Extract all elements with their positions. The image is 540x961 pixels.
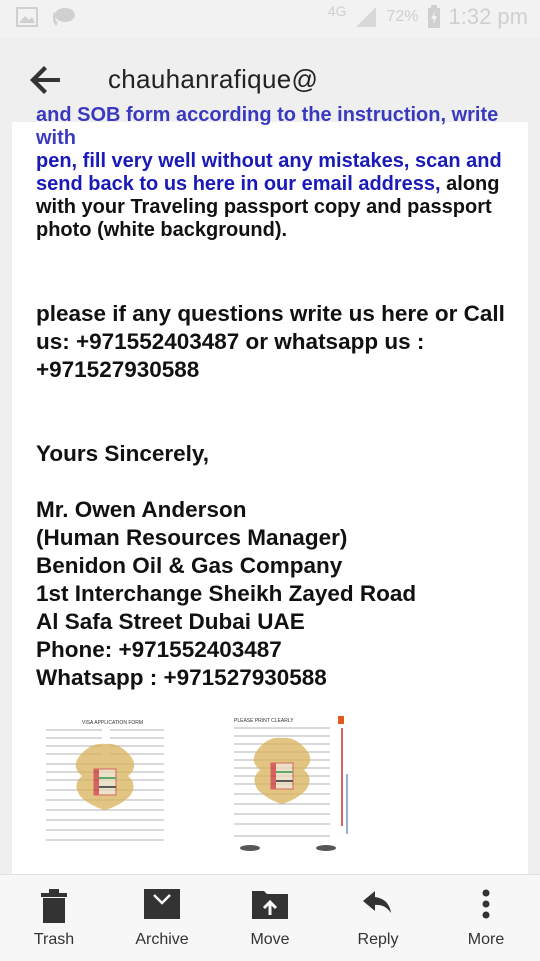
bottom-action-bar	[0, 874, 540, 961]
status-bar	[0, 0, 540, 38]
clock: 1:32 pm	[448, 4, 528, 29]
instruction-blue-text: pen, fill very well without any mistakes, scan and send back to us here in our email address,	[36, 150, 502, 195]
signal-icon	[354, 5, 378, 29]
trash-label: Trash	[33, 931, 75, 948]
document-thumbnail-image	[42, 714, 168, 852]
move-button[interactable]	[216, 875, 324, 961]
partial-instruction-line: and SOB form according to the instruction, write with	[36, 104, 499, 149]
signature-address-line2: Al Safa Street Dubai UAE	[36, 609, 305, 634]
more-vert-icon	[481, 889, 491, 919]
more-label: More	[467, 931, 505, 948]
archive-label: Archive	[135, 931, 189, 948]
questions-paragraph: please if any questions write us here or Call us: +971552403487 or whatsapp us : +971527930588	[36, 301, 505, 382]
back-button[interactable]	[26, 60, 66, 100]
arrow-back-icon	[26, 60, 66, 100]
more-button[interactable]	[432, 875, 540, 961]
reply-label: Reply	[357, 931, 399, 948]
attachment-title: PLEASE PRINT CLEARLY	[234, 718, 294, 724]
email-text	[36, 104, 516, 692]
page-title: chauhanrafique@	[108, 64, 319, 94]
trash-icon	[39, 889, 69, 923]
closing-line: Yours Sincerely,	[36, 441, 209, 466]
chat-notification-icon	[50, 6, 76, 28]
reply-icon	[363, 889, 393, 915]
notification-icons	[16, 6, 76, 28]
signature-block	[36, 496, 516, 692]
archive-icon	[144, 889, 180, 919]
archive-button[interactable]	[108, 875, 216, 961]
signature-address-line1: 1st Interchange Sheikh Zayed Road	[36, 581, 417, 606]
trash-button[interactable]	[0, 875, 108, 961]
attachment-title: VISA APPLICATION FORM	[82, 720, 144, 726]
signature-phone: Phone: +971552403487	[36, 637, 282, 662]
signature-position: (Human Resources Manager)	[36, 525, 348, 550]
network-type: 4G	[327, 3, 347, 19]
attachment-thumbnail-visa-form[interactable]	[42, 714, 168, 852]
image-notification-icon	[16, 7, 38, 27]
signature-company: Benidon Oil & Gas Company	[36, 553, 343, 578]
move-icon	[252, 889, 288, 919]
instruction-paragraph	[36, 150, 516, 242]
signature-name: Mr. Owen Anderson	[36, 497, 247, 522]
attachment-thumbnail-print-form[interactable]	[230, 714, 356, 852]
battery-percent: 72%	[386, 8, 419, 25]
document-thumbnail-image	[230, 714, 356, 852]
instruction-rest-text: along with your Traveling passport copy and passport photo (white background).	[36, 173, 500, 241]
attachments	[42, 714, 342, 854]
signature-whatsapp: Whatsapp : +971527930588	[36, 665, 327, 690]
battery-charging-icon	[427, 5, 441, 29]
reply-button[interactable]	[324, 875, 432, 961]
email-body	[12, 104, 528, 874]
move-label: Move	[250, 931, 290, 948]
